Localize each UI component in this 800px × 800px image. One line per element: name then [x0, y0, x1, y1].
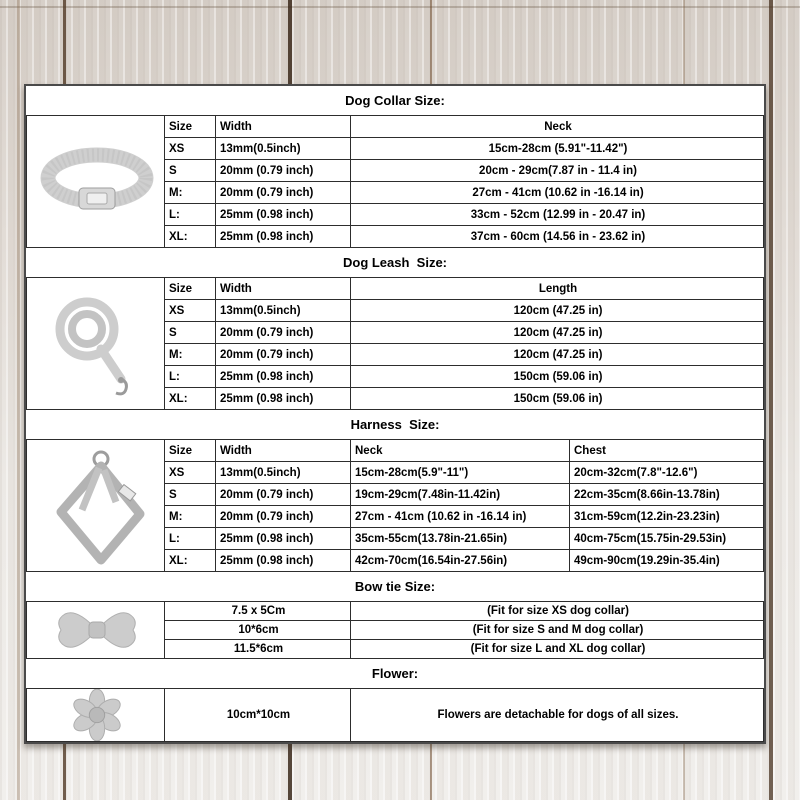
table-cell: 42cm-70cm(16.54in-27.56in)	[351, 550, 570, 572]
flower-section-title: Flower:	[371, 666, 419, 681]
table-cell: L:	[165, 204, 216, 226]
flower-photo	[71, 689, 123, 741]
flower-size-table	[26, 688, 764, 742]
table-cell: S	[165, 160, 216, 182]
table-cell: 10cm*10cm	[165, 689, 351, 742]
table-cell: S	[165, 322, 216, 344]
bowtie-size-table	[26, 601, 764, 659]
table-cell: 20mm (0.79 inch)	[216, 160, 351, 182]
table-cell: XS	[165, 462, 216, 484]
column-header: Width	[216, 278, 351, 300]
leash-image-cell	[27, 278, 165, 410]
table-cell: 19cm-29cm(7.48in-11.42in)	[351, 484, 570, 506]
table-cell: 20mm (0.79 inch)	[216, 506, 351, 528]
table-cell: XL:	[165, 226, 216, 248]
table-cell: (Fit for size XS dog collar)	[351, 602, 764, 621]
table-cell: 37cm - 60cm (14.56 in - 23.62 in)	[351, 226, 764, 248]
table-cell: 22cm-35cm(8.66in-13.78in)	[570, 484, 764, 506]
collar-image-cell	[27, 116, 165, 248]
bowtie-knot	[89, 622, 105, 638]
bow-tie-photo	[53, 603, 141, 657]
table-header-row	[27, 440, 764, 462]
bowtie-image-cell	[27, 602, 165, 659]
table-cell: 27cm - 41cm (10.62 in -16.14 in)	[351, 182, 764, 204]
table-cell: Flowers are detachable for dogs of all sizes.	[351, 689, 764, 742]
table-cell: 49cm-90cm(19.29in-35.4in)	[570, 550, 764, 572]
table-cell: 20mm (0.79 inch)	[216, 344, 351, 366]
table-cell: 13mm(0.5inch)	[216, 138, 351, 160]
column-header: Length	[351, 278, 764, 300]
table-cell: L:	[165, 528, 216, 550]
table-cell: 25mm (0.98 inch)	[216, 528, 351, 550]
column-header: Neck	[351, 116, 764, 138]
table-cell: 25mm (0.98 inch)	[216, 226, 351, 248]
table-cell: 20mm (0.79 inch)	[216, 322, 351, 344]
table-header-row	[27, 278, 764, 300]
size-chart-panel	[24, 84, 766, 744]
table-cell: 35cm-55cm(13.78in-21.65in)	[351, 528, 570, 550]
column-header: Neck	[351, 440, 570, 462]
dog-collar-photo	[37, 140, 157, 224]
table-cell: 27cm - 41cm (10.62 in -16.14 in)	[351, 506, 570, 528]
table-cell: 120cm (47.25 in)	[351, 300, 764, 322]
table-cell: 33cm - 52cm (12.99 in - 20.47 in)	[351, 204, 764, 226]
table-cell: S	[165, 484, 216, 506]
table-cell: 150cm (59.06 in)	[351, 366, 764, 388]
table-cell: M:	[165, 182, 216, 204]
table-cell: 10*6cm	[165, 621, 351, 640]
bowtie-section-title: Bow tie Size:	[354, 579, 436, 594]
table-cell: 40cm-75cm(15.75in-29.53in)	[570, 528, 764, 550]
flower-image-cell	[27, 689, 165, 742]
table-cell: 20mm (0.79 inch)	[216, 484, 351, 506]
column-header: Size	[165, 278, 216, 300]
leash-size-table	[26, 277, 764, 410]
table-header-row	[27, 116, 764, 138]
table-cell: 150cm (59.06 in)	[351, 388, 764, 410]
column-header: Width	[216, 440, 351, 462]
table-cell: (Fit for size S and M dog collar)	[351, 621, 764, 640]
table-cell: 120cm (47.25 in)	[351, 322, 764, 344]
table-cell: XL:	[165, 550, 216, 572]
harness-size-table	[26, 439, 764, 572]
table-cell: XL:	[165, 388, 216, 410]
column-header: Size	[165, 440, 216, 462]
dog-harness-photo	[44, 444, 150, 568]
collar-size-table	[26, 115, 764, 248]
table-cell: 120cm (47.25 in)	[351, 344, 764, 366]
table-cell: XS	[165, 300, 216, 322]
table-cell: 15cm-28cm (5.91"-11.42")	[351, 138, 764, 160]
collar-section-title: Dog Collar Size:	[345, 93, 445, 108]
column-header: Size	[165, 116, 216, 138]
table-cell: 31cm-59cm(12.2in-23.23in)	[570, 506, 764, 528]
table-row	[27, 602, 764, 621]
harness-image-cell	[27, 440, 165, 572]
table-cell: L:	[165, 366, 216, 388]
table-cell: 20mm (0.79 inch)	[216, 182, 351, 204]
dog-leash-photo	[49, 291, 145, 397]
table-cell: XS	[165, 138, 216, 160]
table-cell: 25mm (0.98 inch)	[216, 388, 351, 410]
table-cell: 11.5*6cm	[165, 640, 351, 659]
flower-center	[89, 707, 104, 722]
table-cell: 13mm(0.5inch)	[216, 462, 351, 484]
leash-section-title: Dog Leash Size:	[342, 255, 448, 270]
table-cell: M:	[165, 506, 216, 528]
table-cell: 20cm-32cm(7.8"-12.6")	[570, 462, 764, 484]
table-cell: 15cm-28cm(5.9"-11")	[351, 462, 570, 484]
table-cell: 25mm (0.98 inch)	[216, 204, 351, 226]
harness-section-title: Harness Size:	[350, 417, 440, 432]
table-cell: M:	[165, 344, 216, 366]
table-cell: 25mm (0.98 inch)	[216, 550, 351, 572]
table-cell: 20cm - 29cm(7.87 in - 11.4 in)	[351, 160, 764, 182]
table-cell: 7.5 x 5Cm	[165, 602, 351, 621]
table-cell: (Fit for size L and XL dog collar)	[351, 640, 764, 659]
column-header: Chest	[570, 440, 764, 462]
table-cell: 25mm (0.98 inch)	[216, 366, 351, 388]
table-row	[27, 689, 764, 742]
column-header: Width	[216, 116, 351, 138]
table-cell: 13mm(0.5inch)	[216, 300, 351, 322]
